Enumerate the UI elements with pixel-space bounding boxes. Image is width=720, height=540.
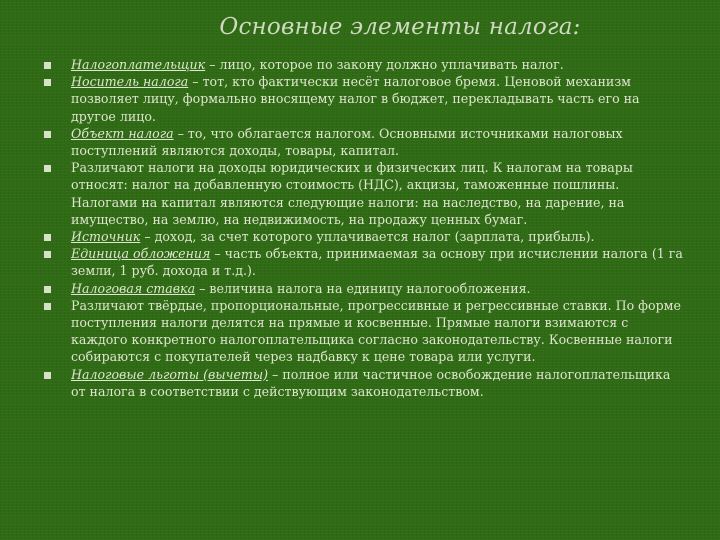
list-item <box>44 297 684 366</box>
square-bullet-icon <box>44 286 51 293</box>
definition: – полное или частичное освобождение налогоплательщика от налога в соответствии с действующим законодательством. <box>71 366 671 399</box>
square-bullet-icon <box>44 251 51 258</box>
definition: Различают твёрдые, пропорциональные, прогрессивные и регрессивные ставки. По форме поступления налоги делятся на прямые и косвенные. Прямые налоги взимаются с каждого конкретного налогоплательщика согласно законодательству. Косвенные налоги собираются с покупателей через надбавку к цене товара или услуги. <box>71 297 681 365</box>
definition: – доход, за счет которого уплачивается налог (зарплата, прибыль). <box>140 229 595 245</box>
bullet-list <box>44 56 684 400</box>
list-item <box>44 228 684 245</box>
definition: – величина налога на единицу налогообложения. <box>195 280 531 296</box>
term: Налоговая ставка <box>71 280 196 296</box>
square-bullet-icon <box>44 79 51 86</box>
square-bullet-icon <box>44 62 51 69</box>
list-item <box>44 245 684 279</box>
term: Единица обложения <box>71 246 211 262</box>
list-item <box>44 366 684 400</box>
definition: – лицо, которое по закону должно уплачивать налог. <box>205 57 564 72</box>
definition: – тот, кто фактически несёт налоговое бремя. Ценовой механизм позволяет лицу, формально вносящему налог в бюджет, перекладывать часть его на другое лицо. <box>71 74 640 124</box>
term: Налоговые льготы (вычеты) <box>71 366 269 382</box>
square-bullet-icon <box>44 131 51 138</box>
term: Объект налога <box>71 125 174 141</box>
list-item <box>44 280 684 297</box>
list-item <box>44 56 684 73</box>
definition: Различают налоги на доходы юридических и физических лиц. К налогам на товары относят: налог на добавленную стоимость (НДС), акцизы, таможенные пошлины. Налогами на капитал являются следующие налоги: на наследство, на дарение, на имущество, на землю, на недвижимость, на продажу ценных бумаг. <box>71 160 633 227</box>
square-bullet-icon <box>44 165 51 172</box>
term: Налогоплательщик <box>71 57 206 72</box>
square-bullet-icon <box>44 234 51 241</box>
definition: – часть объекта, принимаемая за основу при исчислении налога (1 га земли, 1 руб. дохода и т.д.). <box>71 246 683 279</box>
list-item <box>44 159 684 228</box>
definition: – то, что облагается налогом. Основными источниками налоговых поступлений являются доходы, товары, капитал. <box>71 125 623 159</box>
list-item <box>44 73 684 125</box>
square-bullet-icon <box>44 303 51 310</box>
square-bullet-icon <box>44 372 51 379</box>
term: Носитель налога <box>71 74 189 90</box>
list-item <box>44 125 684 159</box>
slide-title: Основные элементы налога: <box>219 14 581 40</box>
term: Источник <box>71 229 141 245</box>
